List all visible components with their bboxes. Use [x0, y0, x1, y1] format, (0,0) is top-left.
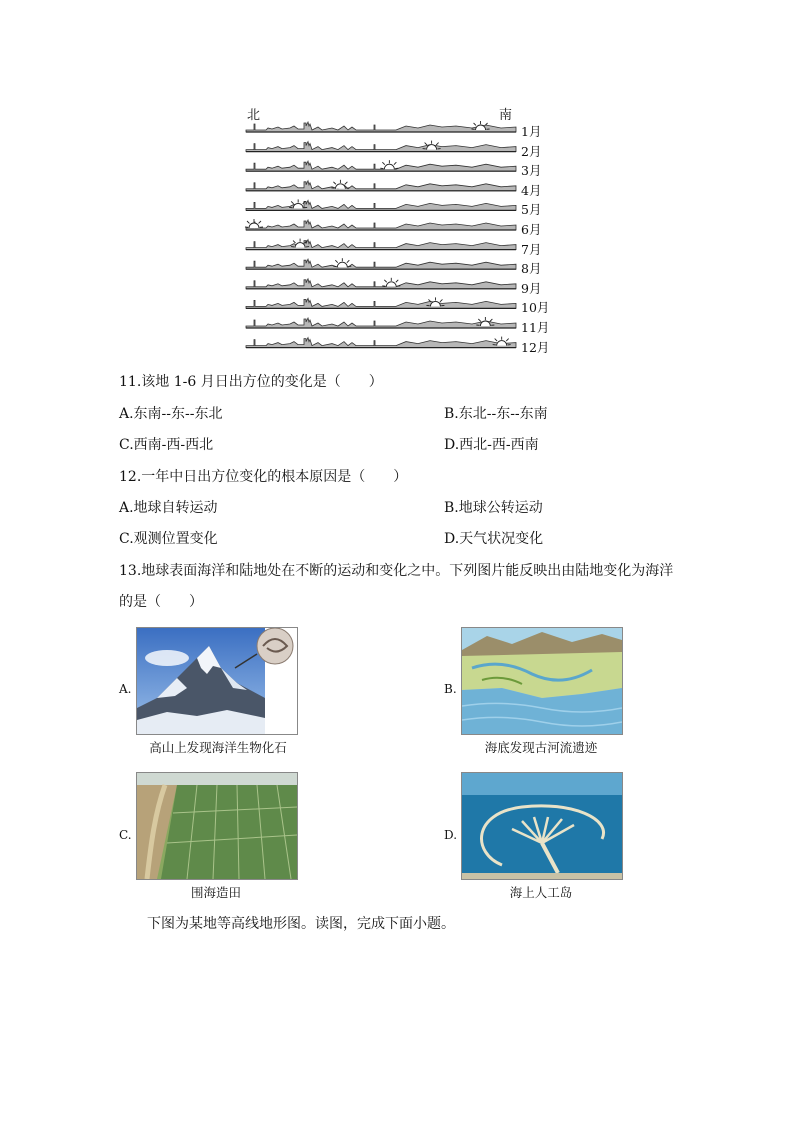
image-b-letter: B.: [444, 682, 457, 696]
month-label: 6月: [521, 222, 542, 237]
image-d-caption: 海上人工岛: [509, 885, 573, 900]
month-label: 9月: [521, 280, 542, 296]
horizon-row: [246, 258, 516, 269]
south-label: 南: [499, 108, 513, 123]
question-13-text-line2: 的是（ ）: [119, 594, 203, 610]
question-11-number: 11.: [119, 374, 142, 390]
month-label: 7月: [521, 241, 542, 257]
horizon-row: [246, 317, 516, 328]
question-13: [119, 561, 673, 581]
month-label: 8月: [521, 261, 542, 277]
horizon-row: [246, 297, 516, 308]
q11-option-a: A.东南--东--东北: [119, 406, 223, 422]
image-a-letter: A.: [119, 682, 132, 696]
horizon-row: [246, 337, 516, 348]
month-label: 10月: [521, 300, 550, 316]
artificial-island-image: [461, 772, 623, 880]
horizon-row: [246, 278, 516, 289]
sunrise-diagram: [244, 120, 519, 360]
north-label: 北: [247, 108, 261, 123]
horizon-row: [246, 239, 516, 250]
month-label: 3月: [521, 163, 542, 179]
q12-option-a: A.地球自转运动: [119, 500, 218, 516]
question-11: [119, 372, 383, 392]
sun-icon: [333, 258, 351, 267]
image-a-caption: 高山上发现海洋生物化石: [149, 740, 287, 755]
month-label: 4月: [521, 182, 542, 198]
q12-option-d: D.天气状况变化: [444, 531, 544, 547]
reclaimed-farmland-image: [136, 772, 298, 880]
sun-icon: [380, 160, 398, 169]
month-label: 12月: [521, 339, 550, 355]
sun-icon: [245, 219, 263, 228]
contour-map-intro: 下图为某地等高线地形图。读图，完成下面小题。: [147, 916, 455, 932]
q11-option-c: C.西南-西-西北: [119, 437, 214, 453]
image-c-caption: 围海造田: [190, 885, 241, 900]
q11-option-d: D.西北-西-西南: [444, 437, 539, 453]
month-label: 1月: [521, 124, 542, 139]
horizon-row: [246, 160, 516, 171]
image-c-letter: C.: [119, 828, 132, 842]
question-12-text: 一年中日出方位变化的根本原因是（ ）: [141, 469, 408, 485]
month-label: 2月: [521, 143, 542, 159]
horizon-row: [246, 199, 516, 210]
q11-option-b: B.东北--东--东南: [444, 406, 548, 422]
sun-icon: [382, 278, 400, 287]
q12-option-b: B.地球公转运动: [444, 500, 543, 516]
q12-option-c: C.观测位置变化: [119, 531, 218, 547]
image-b-caption: 海底发现古河流遗迹: [484, 740, 598, 755]
seabed-river-image: [461, 627, 623, 735]
mountain-fossil-image: [136, 627, 298, 735]
horizon-row: [246, 180, 516, 191]
image-d-letter: D.: [444, 828, 458, 842]
horizon-row: [246, 121, 516, 132]
question-12: [119, 467, 407, 487]
month-label: 11月: [521, 320, 550, 335]
horizon-row: [245, 219, 516, 230]
month-label: 5月: [521, 202, 542, 218]
question-11-text: 该地 1-6 月日出方位的变化是（ ）: [141, 374, 383, 390]
question-13-number: 13.: [119, 563, 142, 579]
horizon-row: [246, 141, 516, 152]
question-13-text-line1: 地球表面海洋和陆地处在不断的运动和变化之中。下列图片能反映出由陆地变化为海洋: [141, 563, 674, 579]
question-12-number: 12.: [119, 469, 142, 485]
